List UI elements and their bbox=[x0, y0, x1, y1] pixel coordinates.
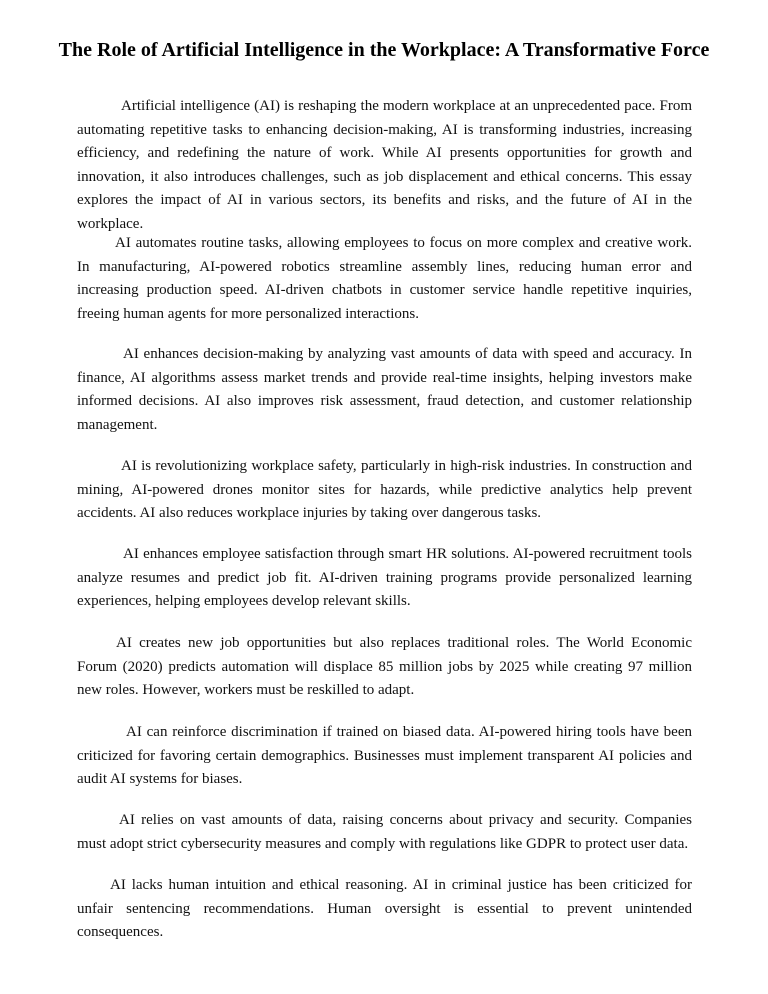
paragraph-job-displacement: AI creates new job opportunities but also replaces traditional roles. The World Economic Forum (2020) predicts automation will displace 85 million jobs by 2025 while creating 97 million new roles. However, workers must be reskilled to adapt. bbox=[77, 635, 692, 698]
paragraph-bias: AI can reinforce discrimination if trained on biased data. AI-powered hiring tools have been criticized for favoring certain demographics. Businesses must implement transparent AI policies and audit AI systems for biases. bbox=[77, 724, 692, 787]
document-title: The Role of Artificial Intelligence in the Workplace: A Transformative Force bbox=[58, 39, 710, 61]
paragraph-workplace-safety: AI is revolutionizing workplace safety, particularly in high-risk industries. In construction and mining, AI-powered drones monitor sites for hazards, while predictive analytics help prevent accidents. AI also reduces workplace injuries by taking over dangerous tasks. bbox=[77, 458, 692, 521]
paragraph-employee-satisfaction: AI enhances employee satisfaction through smart HR solutions. AI-powered recruitment tools analyze resumes and predict job fit. AI-driven training programs provide personalized learning experiences, helping employees develop relevant skills. bbox=[77, 546, 692, 609]
paragraph-automation: AI automates routine tasks, allowing employees to focus on more complex and creative work. In manufacturing, AI-powered robotics streamline assembly lines, reducing human error and increasing production speed. AI-driven chatbots in customer service handle repetitive inquiries, freeing human agents for more personalized interactions. bbox=[77, 235, 692, 322]
paragraph-introduction: Artificial intelligence (AI) is reshaping the modern workplace at an unprecedented pace. From automating repetitive tasks to enhancing decision-making, AI is transforming industries, increasing efficiency, and redefining the nature of work. While AI presents opportunities for growth and innovation, it also introduces challenges, such as job displacement and ethical concerns. This essay explores the impact of AI in various sectors, its benefits and risks, and the future of AI in the workplace. bbox=[77, 98, 692, 232]
paragraph-privacy: AI relies on vast amounts of data, raising concerns about privacy and security. Companies must adopt strict cybersecurity measures and comply with regulations like GDPR to protect user data. bbox=[77, 812, 692, 852]
paragraph-ethics: AI lacks human intuition and ethical reasoning. AI in criminal justice has been criticized for unfair sentencing recommendations. Human oversight is essential to prevent unintended consequences. bbox=[77, 877, 692, 940]
paragraph-decision-making: AI enhances decision-making by analyzing vast amounts of data with speed and accuracy. In finance, AI algorithms assess market trends and provide real-time insights, helping investors make informed decisions. AI also improves risk assessment, fraud detection, and customer relationship management. bbox=[77, 346, 692, 433]
